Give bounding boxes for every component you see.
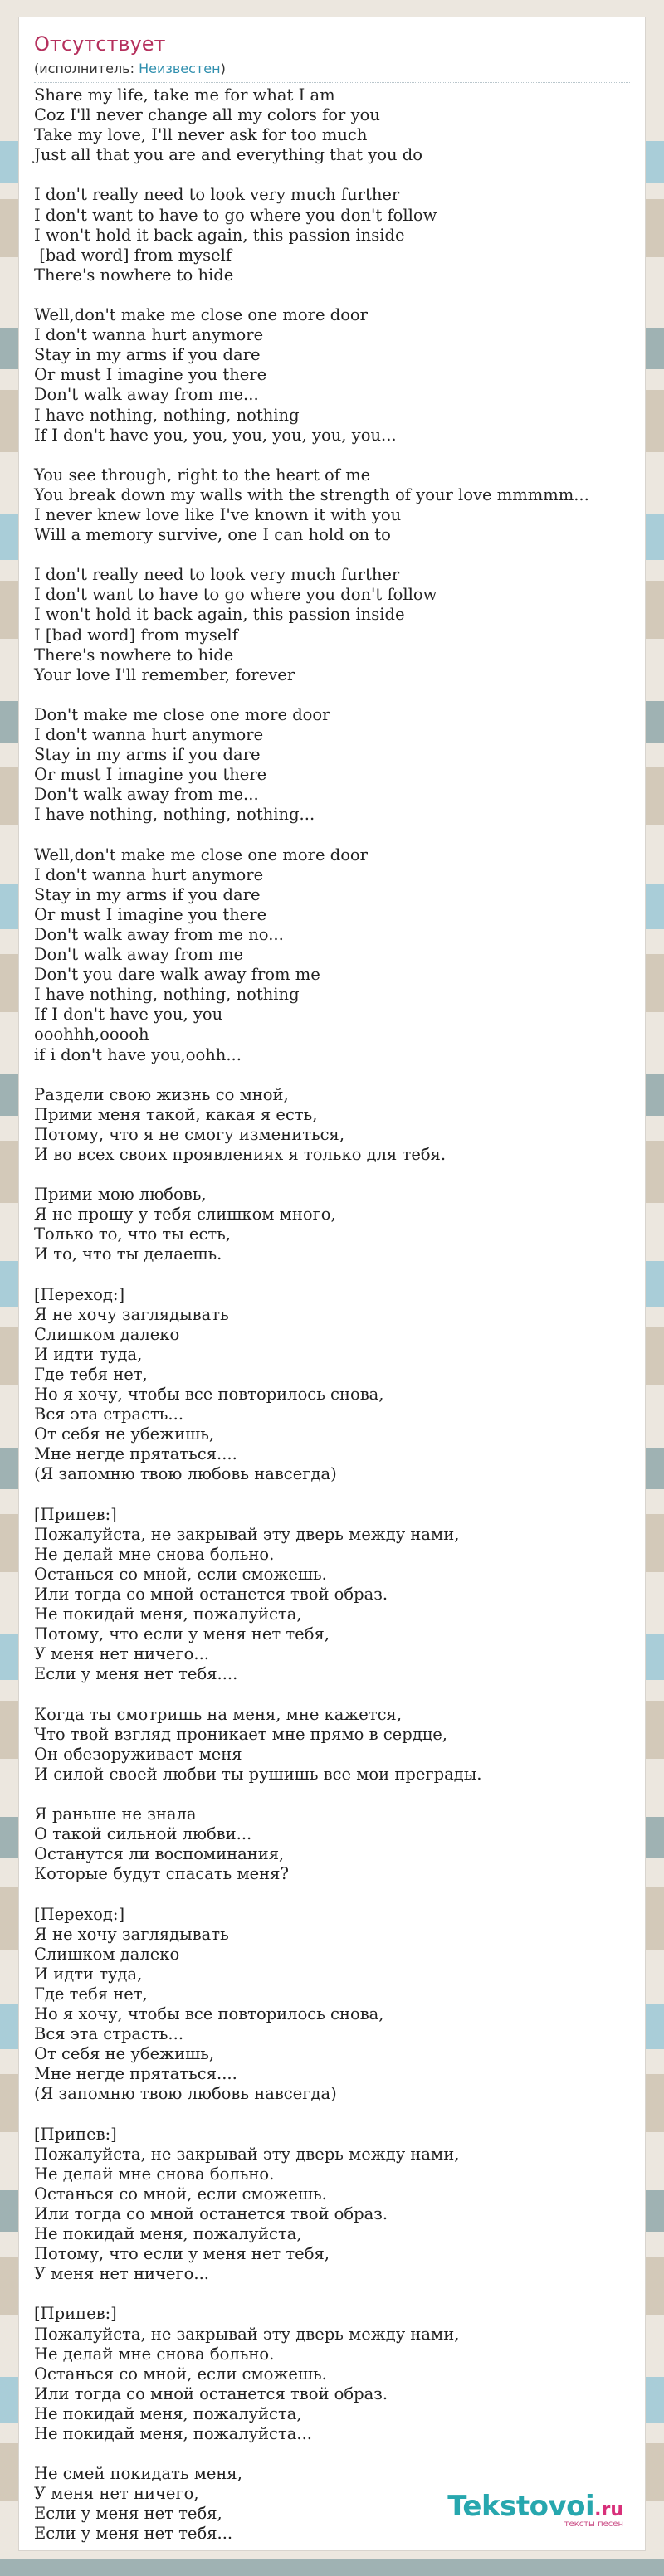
song-title: Отсутствует [34, 32, 166, 56]
lyrics-text: Share my life, take me for what I am Coz I'll never change all my colors for you Take my love, I'll never ask for too much Just all that you are and everything that you do I don't really need to look very much further I don't want to have to go where you don't follow I won't hold it back again, this passion inside [bad word] from myself There's nowhere to hide Well,don't make me close one more door I don't wanna hurt anymore Stay in my arms if you dare Or must I imagine you there Don't walk away from me... I have nothing, nothing, nothing If I don't have you, you, you, you, you, you... You see through, right to the heart of me You break down my walls with the strength of your love mmmmm... I never knew love like I've known it with you Will a memory survive, one I can hold on to I don't really need to look very much further I don't want to have to go where you don't follow I won't hold it back again, this passion inside I [bad word] from myself There's nowhere to hide Your love I'll remember, forever Don't make me close one more door I don't wanna hurt anymore Stay in my arms if you dare Or must I imagine you there Don't walk away from me... I have nothing, nothing, nothing... Well,don't make me close one more door I don't wanna hurt anymore Stay in my arms if you dare Or must I imagine you there Don't walk away from me no... Don't walk away from me Don't you dare walk away from me I have nothing, nothing, nothing If I don't have you, you ooohhh,ooooh if i don't have you,oohh... Раздели свою жизнь со мной, Прими меня такой, какая я есть, Потому, что я не смогу измениться, И во всех своих проявлениях я только для тебя. Прими мою любовь, Я не прошу у тебя слишком много, Только то, что ты есть, И то, что ты делаешь. [Переход:] Я не хочу заглядывать Слишком далеко И идти туда, Где тебя нет, Но я хочу, чтобы все повторилось снова, Вся эта страсть... От себя не убежишь, Мне негде прятаться.... (Я запомню твою любовь навсегда) [Припев:] Пожалуйста, не закрывай эту дверь между нами, Не делай мне снова больно. Останься со мной, если сможешь. Или тогда со мной останется твой образ. Не покидай меня, пожалуйста, Потому, что если у меня нет тебя, У меня нет ничего... Если у меня нет тебя.... Когда ты смотришь на меня, мне кажется, Что твой взгляд проникает мне прямо в сердце, Он обезоруживает меня И силой своей любви ты рушишь все мои преграды. Я раньше не знала О такой сильной любви... Останутся ли воспоминания, Которые будут спасать меня? [Переход:] Я не хочу заглядывать Слишком далеко И идти туда, Где тебя нет, Но я хочу, чтобы все повторилось снова, Вся эта страсть... От себя не убежишь, Мне негде прятаться.... (Я запомню твою любовь навсегда) [Припев:] Пожалуйста, не закрывай эту дверь между нами, Не делай мне снова больно. Останься со мной, если сможешь. Или тогда со мной останется твой образ. Не покидай меня, пожалуйста, Потому, что если у меня нет тебя, У меня нет ничего... [Припев:] Пожалуйста, не закрывай эту дверь между нами, Не делай мне снова больно. Останься со мной, если сможешь. Или тогда со мной останется твой образ. Не покидай меня, пожалуйста, Не покидай меня, пожалуйста... Не смей покидать меня, У меня нет ничего, Если у меня нет тебя, Если у меня нет тебя... [34, 85, 589, 2544]
artist-link[interactable]: Неизвестен [139, 61, 221, 76]
lyrics-card [18, 17, 646, 2551]
logo-name: Tekstovoi [447, 2490, 595, 2523]
logo-tagline: тексты песен [564, 2520, 623, 2529]
logo-tld: .ru [594, 2500, 623, 2520]
artist-line [34, 61, 226, 76]
site-logo[interactable] [447, 2490, 623, 2529]
artist-prefix: (исполнитель: [34, 61, 139, 76]
divider [34, 82, 630, 83]
artist-suffix: ) [220, 61, 226, 76]
